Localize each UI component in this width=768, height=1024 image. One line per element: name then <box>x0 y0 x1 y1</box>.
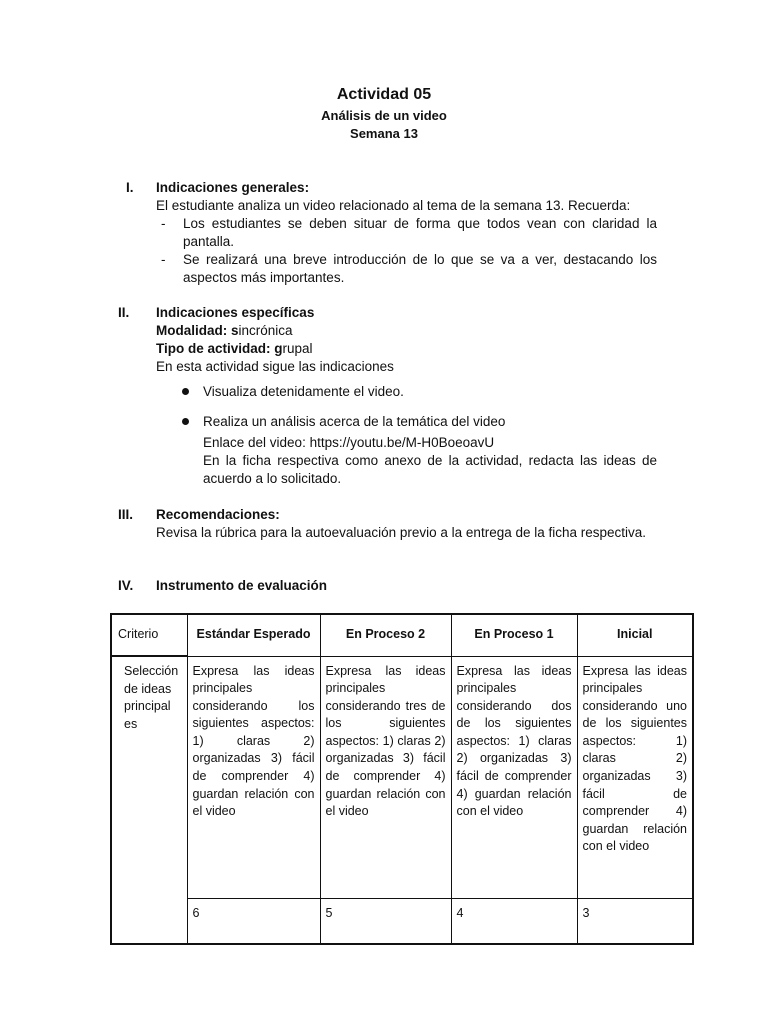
score-cell: 4 <box>451 898 577 944</box>
section-number: IV. <box>118 578 134 593</box>
score-cell: 6 <box>187 898 320 944</box>
section-note: En la ficha respectiva como anexo de la actividad, redacta las ideas de acuerdo a lo solicitado. <box>203 453 657 486</box>
video-link[interactable]: https://youtu.be/M-H0BoeoavU <box>309 435 495 450</box>
list-item-text: Se realizará una breve introducción de lo que se va a ver, destacando los aspectos más importantes. <box>183 252 657 285</box>
modality-label: Modalidad: s <box>156 323 239 338</box>
table-row <box>111 656 693 898</box>
header-cell: En Proceso 2 <box>320 614 451 656</box>
bullet-item <box>156 413 657 431</box>
section-number: III. <box>118 507 134 522</box>
header-cell: En Proceso 1 <box>451 614 577 656</box>
dash-marker: - <box>161 216 166 231</box>
rubric-table <box>110 613 694 945</box>
bullet-icon <box>182 388 189 395</box>
section-heading: Recomendaciones: <box>156 507 280 522</box>
list-item-text: Los estudiantes se deben situar de forma que todos vean con claridad la pantalla. <box>183 216 657 249</box>
bullet-item <box>156 383 657 401</box>
header-cell: Inicial <box>577 614 693 656</box>
score-cell: 5 <box>320 898 451 944</box>
dash-marker: - <box>161 252 166 267</box>
score-cell: 3 <box>577 898 693 944</box>
video-link-line <box>156 434 657 452</box>
table-header-row <box>111 614 693 656</box>
header-cell: Estándar Esperado <box>187 614 320 656</box>
video-link-label: Enlace del video: <box>203 435 310 450</box>
document-subtitle: Análisis de un video <box>321 108 447 123</box>
section-heading: Indicaciones generales: <box>156 180 310 195</box>
list-item <box>156 251 657 287</box>
document-week: Semana 13 <box>350 126 418 141</box>
bullet-icon <box>182 418 189 425</box>
modality-value: incrónica <box>238 323 293 338</box>
section-heading: Instrumento de evaluación <box>156 578 328 593</box>
header-cell: Criterio <box>111 614 187 656</box>
activity-type-label: Tipo de actividad: g <box>156 341 283 356</box>
section-number: I. <box>126 180 134 195</box>
list-item <box>156 215 657 251</box>
description-cell: Expresa las ideas principales considerando uno de los siguientes aspectos: 1) claras 2) organizadas 3) fácil de comprender 4) guardan relación con el video <box>577 656 693 898</box>
section-heading: Indicaciones específicas <box>156 305 315 320</box>
section-intro: El estudiante analiza un video relacionado al tema de la semana 13. Recuerda: <box>156 198 631 213</box>
score-row <box>111 898 693 944</box>
section-text: Revisa la rúbrica para la autoevaluación previo a la entrega de la ficha respectiva. <box>156 525 647 540</box>
description-cell: Expresa las ideas principales considerando los siguientes aspectos: 1) claras 2) organizadas 3) fácil de comprender 4) guardan relación con el video <box>187 656 320 898</box>
section-intro: En esta actividad sigue las indicaciones <box>156 359 394 374</box>
activity-type-value: rupal <box>282 341 313 356</box>
section-number: II. <box>118 305 130 320</box>
document-title: Actividad 05 <box>336 86 432 103</box>
modality-line <box>156 322 657 340</box>
criterion-cell: Selección de ideas principal es <box>111 656 187 944</box>
bullet-text: Visualiza detenidamente el video. <box>203 384 404 399</box>
description-cell: Expresa las ideas principales considerando tres de los siguientes aspectos: 1) claras 2) organizadas 3) fácil de comprender 4) guardan relación con el video <box>320 656 451 898</box>
activity-type-line <box>156 340 657 358</box>
description-cell: Expresa las ideas principales considerando dos de los siguientes aspectos: 1) claras 2) organizadas 3) fácil de comprender 4) guardan relación con el video <box>451 656 577 898</box>
bullet-text: Realiza un análisis acerca de la temática del video <box>203 414 506 429</box>
